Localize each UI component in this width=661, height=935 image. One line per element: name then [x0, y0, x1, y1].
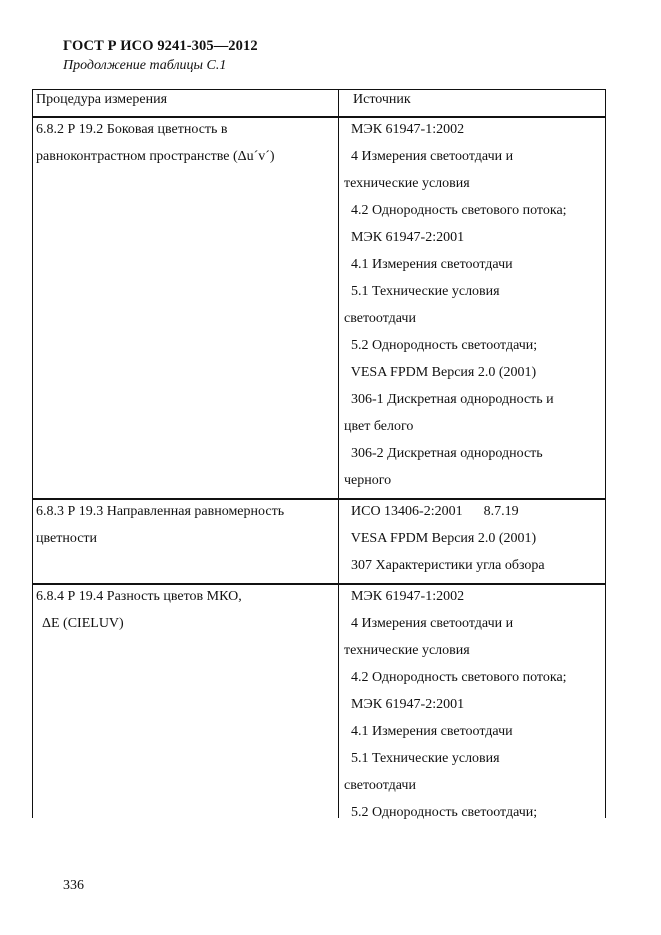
table-header-divider [338, 89, 339, 118]
source-text: VESA FPDM Версия 2.0 (2001) [344, 365, 537, 380]
source-text: МЭК 61947-2:2001 [344, 230, 465, 245]
source-text: 4.2 Однородность светового потока; [344, 203, 567, 218]
source-text: цвет белого [344, 419, 414, 434]
table-header-border [32, 116, 605, 118]
procedure-text: цветности [36, 531, 98, 546]
source-text: МЭК 61947-1:2002 [344, 122, 465, 137]
source-text: светоотдачи [344, 778, 416, 793]
source-text: светоотдачи [344, 311, 416, 326]
table-top-border [32, 89, 605, 90]
procedure-text: равноконтрастном пространстве (Δu´v´) [36, 149, 275, 164]
table-row-border [32, 583, 606, 585]
source-text: 306-1 Дискретная однородность и [344, 392, 554, 407]
table-left-border [32, 118, 33, 498]
source-text: 5.2 Однородность светоотдачи; [344, 338, 538, 353]
table-left-border [32, 585, 33, 818]
source-text: 4.1 Измерения светоотдачи [344, 257, 513, 272]
source-text: МЭК 61947-1:2002 [344, 589, 465, 604]
table-right-border [605, 500, 606, 583]
table-row-border [32, 498, 606, 500]
procedure-text: ΔE (CIELUV) [42, 616, 124, 631]
table-right-border [605, 118, 606, 498]
table-header-divider [605, 89, 606, 118]
source-text: 4.2 Однородность светового потока; [344, 670, 567, 685]
table-right-border [605, 585, 606, 818]
source-text: технические условия [344, 643, 470, 658]
source-text: 4 Измерения светоотдачи и [344, 149, 514, 164]
source-text: 4.1 Измерения светоотдачи [344, 724, 513, 739]
table-header-divider [32, 89, 33, 118]
procedure-text: 6.8.4 Р 19.4 Разность цветов МКО, [36, 589, 242, 604]
source-text: 5.1 Технические условия [344, 284, 500, 299]
source-text: 4 Измерения светоотдачи и [344, 616, 514, 631]
table-left-border [32, 500, 33, 583]
source-text: МЭК 61947-2:2001 [344, 697, 465, 712]
source-text: 307 Характеристики угла обзора [344, 558, 545, 573]
page-number: 336 [63, 878, 84, 893]
table-column-divider [338, 500, 339, 583]
table-column-divider [338, 585, 339, 818]
procedure-text: 6.8.3 Р 19.3 Направленная равномерность [36, 504, 285, 519]
source-text: VESA FPDM Версия 2.0 (2001) [344, 531, 537, 546]
source-text: ИСО 13406-2:2001 8.7.19 [344, 504, 519, 519]
source-text: 5.2 Однородность светоотдачи; [344, 805, 538, 820]
source-text: технические условия [344, 176, 470, 191]
source-text: 306-2 Дискретная однородность [344, 446, 543, 461]
source-text: черного [344, 473, 392, 488]
procedure-text: 6.8.2 Р 19.2 Боковая цветность в [36, 122, 228, 137]
table-column-divider [338, 118, 339, 498]
page-header-title: ГОСТ Р ИСО 9241-305—2012 [63, 38, 258, 54]
column-header-procedure: Процедура измерения [36, 92, 168, 107]
column-header-source: Источник [353, 92, 411, 107]
page-header-subtitle: Продолжение таблицы С.1 [63, 58, 227, 73]
source-text: 5.1 Технические условия [344, 751, 500, 766]
